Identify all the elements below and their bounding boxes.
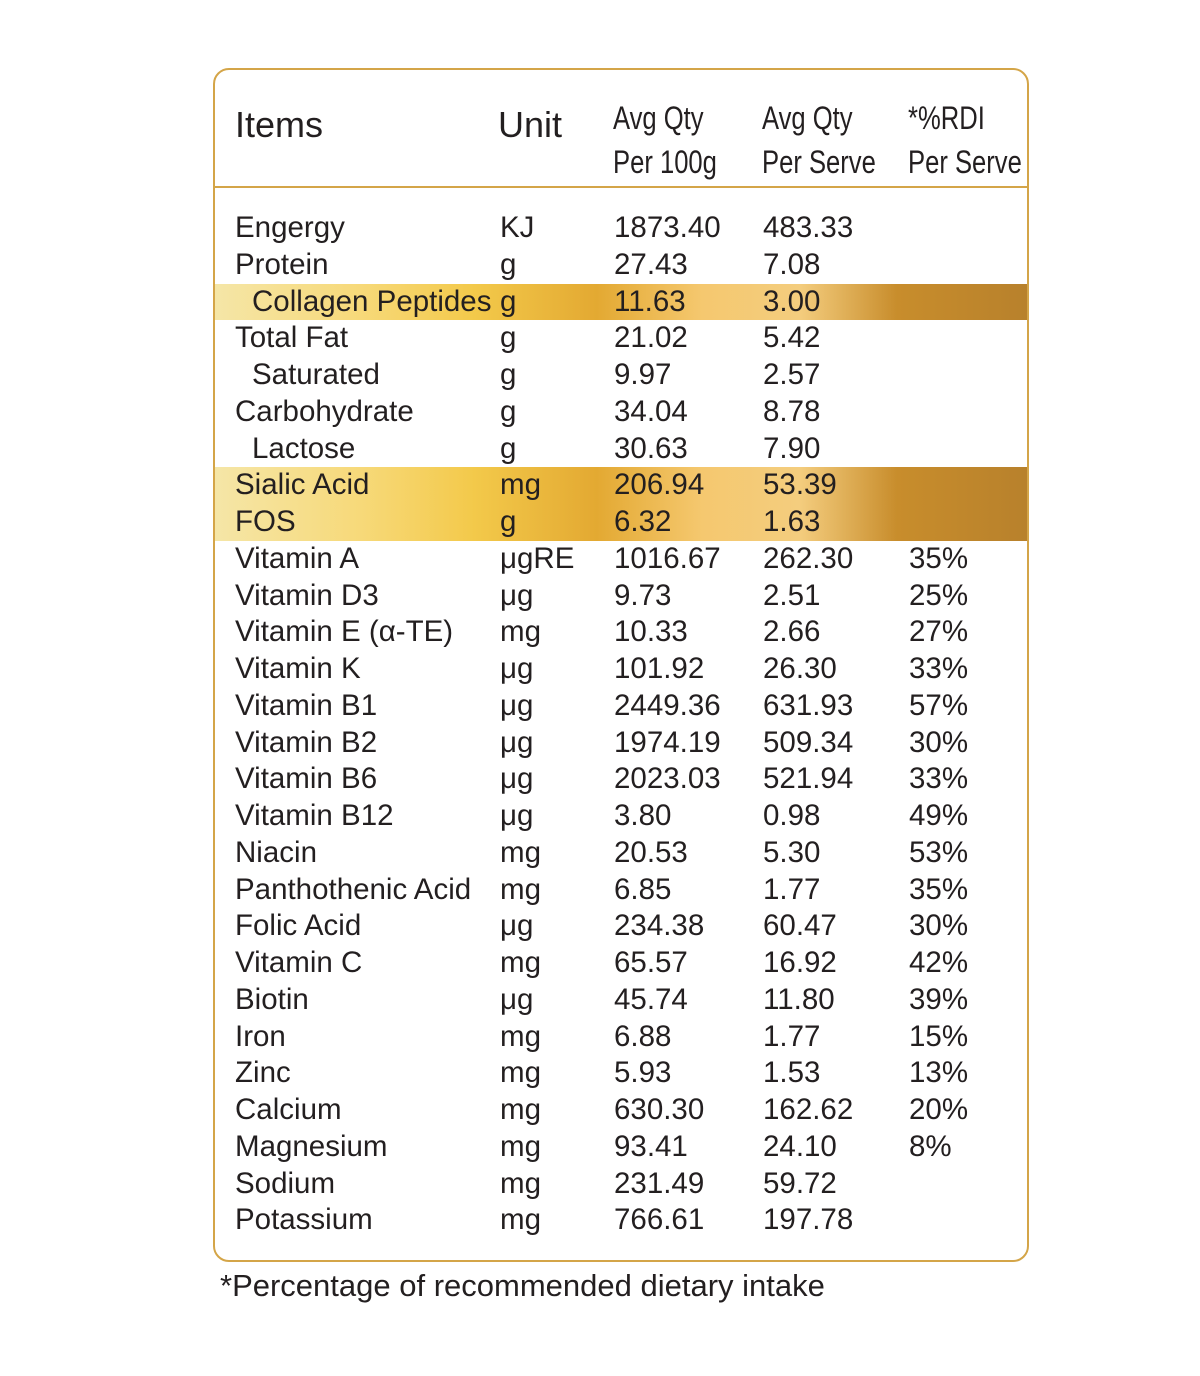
row-per-serve: 1.77 bbox=[763, 1019, 821, 1053]
row-per-100g: 1974.19 bbox=[614, 725, 721, 759]
table-row bbox=[215, 394, 1027, 431]
header-avg-per-serve-line1: Avg Qty bbox=[762, 100, 853, 136]
row-per-100g: 6.88 bbox=[614, 1019, 672, 1053]
row-per-100g: 766.61 bbox=[614, 1203, 705, 1237]
row-rdi: 57% bbox=[909, 688, 969, 722]
row-per-100g: 11.63 bbox=[614, 284, 686, 318]
row-item: Folic Acid bbox=[235, 909, 362, 943]
row-per-serve: 1.63 bbox=[763, 505, 821, 538]
row-unit: μg bbox=[500, 725, 534, 759]
row-per-100g: 65.57 bbox=[614, 946, 688, 979]
row-unit: mg bbox=[500, 946, 541, 979]
row-per-100g: 2449.36 bbox=[614, 688, 721, 722]
table-row bbox=[215, 1019, 1027, 1056]
row-per-serve: 7.08 bbox=[763, 247, 821, 281]
row-per-serve: 509.34 bbox=[763, 725, 854, 759]
row-per-100g: 34.04 bbox=[614, 394, 688, 428]
row-unit: mg bbox=[500, 1056, 541, 1090]
row-rdi: 42% bbox=[909, 946, 969, 979]
row-per-100g: 93.41 bbox=[614, 1129, 688, 1163]
row-item: FOS bbox=[235, 505, 296, 538]
row-per-100g: 5.93 bbox=[614, 1056, 672, 1090]
row-rdi: 27% bbox=[909, 615, 969, 649]
row-unit: μg bbox=[500, 578, 534, 612]
row-rdi: 53% bbox=[909, 835, 969, 869]
header-items: Items bbox=[235, 104, 324, 145]
row-unit: mg bbox=[500, 1093, 541, 1126]
row-unit: mg bbox=[500, 1019, 541, 1053]
row-item: Vitamin B1 bbox=[235, 688, 378, 722]
row-rdi: 35% bbox=[909, 872, 969, 906]
row-per-100g: 231.49 bbox=[614, 1166, 705, 1200]
row-unit: μg bbox=[500, 909, 534, 943]
row-unit: μg bbox=[500, 688, 534, 722]
row-unit: μg bbox=[500, 762, 534, 796]
row-item: Collagen Peptides bbox=[252, 284, 492, 318]
row-unit: mg bbox=[500, 1166, 541, 1200]
table-row bbox=[215, 1055, 1027, 1092]
nutrition-table bbox=[213, 68, 1029, 1262]
header-rdi-per-serve bbox=[908, 96, 1022, 184]
header-avg-per-serve bbox=[762, 96, 876, 184]
row-unit: μgRE bbox=[500, 541, 575, 575]
row-per-100g: 206.94 bbox=[614, 468, 705, 502]
row-item: Protein bbox=[235, 247, 329, 281]
row-per-100g: 6.32 bbox=[614, 505, 672, 538]
row-per-serve: 2.57 bbox=[763, 358, 821, 391]
row-item: Vitamin E (α-TE) bbox=[235, 615, 454, 649]
row-per-100g: 3.80 bbox=[614, 799, 672, 832]
row-item: Lactose bbox=[252, 431, 356, 465]
row-per-100g: 45.74 bbox=[614, 982, 688, 1016]
table-row bbox=[215, 578, 1027, 615]
row-per-serve: 8.78 bbox=[763, 394, 821, 428]
table-row bbox=[215, 431, 1027, 468]
row-item: Vitamin B2 bbox=[235, 725, 378, 759]
row-per-serve: 262.30 bbox=[763, 541, 854, 575]
header-unit: Unit bbox=[498, 104, 563, 145]
row-per-100g: 20.53 bbox=[614, 835, 688, 869]
row-unit: g bbox=[500, 321, 517, 355]
row-per-100g: 1873.40 bbox=[614, 211, 721, 244]
row-item: Sodium bbox=[235, 1166, 336, 1200]
row-unit: mg bbox=[500, 468, 541, 502]
row-per-serve: 11.80 bbox=[763, 982, 835, 1016]
row-per-serve: 24.10 bbox=[763, 1129, 837, 1163]
header-avg-per-100g-line2: Per 100g bbox=[613, 144, 717, 180]
row-item: Vitamin K bbox=[235, 652, 361, 685]
row-per-100g: 9.73 bbox=[614, 578, 672, 612]
row-unit: g bbox=[500, 284, 517, 318]
table-row bbox=[215, 1129, 1027, 1166]
table-row bbox=[215, 761, 1027, 798]
table-row bbox=[215, 945, 1027, 982]
row-per-serve: 483.33 bbox=[763, 211, 854, 244]
header-rdi-line1: *%RDI bbox=[908, 100, 985, 136]
row-per-serve: 0.98 bbox=[763, 799, 821, 832]
header-avg-per-100g bbox=[613, 96, 717, 184]
row-per-100g: 2023.03 bbox=[614, 762, 721, 796]
row-rdi: 30% bbox=[909, 909, 969, 943]
row-item: Magnesium bbox=[235, 1129, 388, 1163]
row-per-serve: 5.30 bbox=[763, 835, 821, 869]
row-per-serve: 16.92 bbox=[763, 946, 837, 979]
header-avg-per-100g-line1: Avg Qty bbox=[613, 100, 704, 136]
table-row bbox=[215, 872, 1027, 909]
row-unit: μg bbox=[500, 799, 534, 832]
row-item: Zinc bbox=[235, 1056, 291, 1090]
table-row-highlighted bbox=[215, 284, 1027, 321]
table-row-highlighted bbox=[215, 467, 1027, 504]
table-row bbox=[215, 1202, 1027, 1239]
table-row bbox=[215, 835, 1027, 872]
table-row bbox=[215, 651, 1027, 688]
table-row bbox=[215, 688, 1027, 725]
row-unit: KJ bbox=[500, 211, 535, 244]
row-item: Engergy bbox=[235, 211, 345, 244]
row-rdi: 33% bbox=[909, 762, 969, 796]
row-per-100g: 6.85 bbox=[614, 872, 672, 906]
row-unit: g bbox=[500, 247, 517, 281]
row-item: Calcium bbox=[235, 1093, 342, 1126]
row-item: Total Fat bbox=[235, 321, 349, 355]
row-unit: g bbox=[500, 431, 517, 465]
table-row bbox=[215, 908, 1027, 945]
row-item: Vitamin D3 bbox=[235, 578, 379, 612]
table-row bbox=[215, 982, 1027, 1019]
table-row-highlighted bbox=[215, 504, 1027, 541]
row-per-100g: 27.43 bbox=[614, 247, 688, 281]
table-row bbox=[215, 357, 1027, 394]
row-per-serve: 26.30 bbox=[763, 652, 837, 685]
row-per-100g: 234.38 bbox=[614, 909, 705, 943]
table-row bbox=[215, 798, 1027, 835]
row-unit: mg bbox=[500, 1203, 541, 1237]
row-per-100g: 101.92 bbox=[614, 652, 705, 685]
row-rdi: 13% bbox=[909, 1056, 969, 1090]
row-item: Vitamin B12 bbox=[235, 799, 394, 832]
table-row bbox=[215, 210, 1027, 247]
row-item: Vitamin C bbox=[235, 946, 363, 979]
row-per-serve: 59.72 bbox=[763, 1166, 837, 1200]
row-unit: μg bbox=[500, 982, 534, 1016]
footnote: *Percentage of recommended dietary intake bbox=[220, 1268, 825, 1303]
row-per-serve: 631.93 bbox=[763, 688, 854, 722]
row-per-100g: 21.02 bbox=[614, 321, 688, 355]
header-avg-per-serve-line2: Per Serve bbox=[762, 144, 876, 180]
table-row bbox=[215, 541, 1027, 578]
table-row bbox=[215, 1092, 1027, 1129]
row-per-serve: 1.77 bbox=[763, 872, 821, 906]
table-body bbox=[215, 210, 1027, 1239]
row-per-serve: 521.94 bbox=[763, 762, 854, 796]
row-rdi: 49% bbox=[909, 799, 969, 832]
row-per-serve: 60.47 bbox=[763, 909, 837, 943]
table-header bbox=[215, 70, 1027, 188]
row-item: Vitamin A bbox=[235, 541, 360, 575]
row-rdi: 30% bbox=[909, 725, 969, 759]
table-row bbox=[215, 1166, 1027, 1203]
table-row bbox=[215, 247, 1027, 284]
row-per-100g: 10.33 bbox=[614, 615, 688, 649]
row-per-serve: 5.42 bbox=[763, 321, 821, 355]
row-item: Panthothenic Acid bbox=[235, 872, 472, 906]
row-unit: mg bbox=[500, 1129, 541, 1163]
table-row bbox=[215, 725, 1027, 762]
row-item: Biotin bbox=[235, 982, 309, 1016]
row-per-serve: 2.51 bbox=[763, 578, 821, 612]
row-unit: mg bbox=[500, 615, 541, 649]
row-rdi: 8% bbox=[909, 1129, 952, 1163]
row-per-serve: 162.62 bbox=[763, 1093, 854, 1126]
row-unit: mg bbox=[500, 872, 541, 906]
row-unit: μg bbox=[500, 652, 534, 685]
row-per-serve: 7.90 bbox=[763, 431, 821, 465]
row-unit: g bbox=[500, 358, 517, 391]
row-rdi: 39% bbox=[909, 982, 969, 1016]
row-item: Saturated bbox=[252, 358, 380, 391]
row-rdi: 20% bbox=[909, 1093, 969, 1126]
row-per-serve: 197.78 bbox=[763, 1203, 854, 1237]
row-unit: mg bbox=[500, 835, 541, 869]
row-per-serve: 3.00 bbox=[763, 284, 821, 318]
row-item: Vitamin B6 bbox=[235, 762, 378, 796]
row-item: Iron bbox=[235, 1019, 286, 1053]
row-item: Potassium bbox=[235, 1203, 373, 1237]
row-rdi: 15% bbox=[909, 1019, 969, 1053]
row-unit: g bbox=[500, 505, 517, 538]
row-per-100g: 630.30 bbox=[614, 1093, 705, 1126]
header-rdi-line2: Per Serve bbox=[908, 144, 1022, 180]
row-rdi: 25% bbox=[909, 578, 969, 612]
row-rdi: 35% bbox=[909, 541, 969, 575]
table-row bbox=[215, 614, 1027, 651]
row-item: Sialic Acid bbox=[235, 468, 370, 502]
row-per-100g: 1016.67 bbox=[614, 541, 721, 575]
row-per-serve: 2.66 bbox=[763, 615, 821, 649]
row-per-100g: 9.97 bbox=[614, 358, 672, 391]
row-rdi: 33% bbox=[909, 652, 969, 685]
row-item: Carbohydrate bbox=[235, 394, 414, 428]
row-per-100g: 30.63 bbox=[614, 431, 688, 465]
table-row bbox=[215, 320, 1027, 357]
row-unit: g bbox=[500, 394, 517, 428]
row-item: Niacin bbox=[235, 835, 317, 869]
row-per-serve: 53.39 bbox=[763, 468, 837, 502]
row-per-serve: 1.53 bbox=[763, 1056, 821, 1090]
